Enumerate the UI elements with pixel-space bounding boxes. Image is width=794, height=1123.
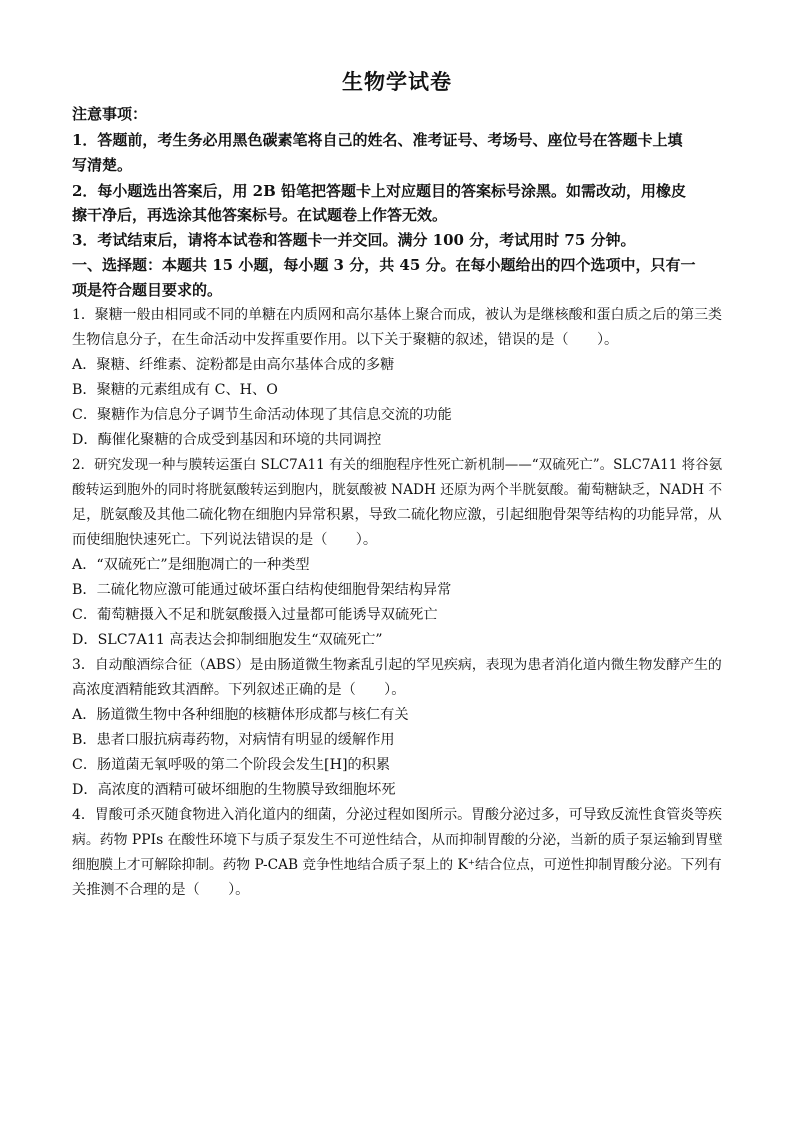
question-stem: 高浓度酒精能致其酒醉。下列叙述正确的是（ ）。 bbox=[72, 682, 406, 698]
notice-line: 擦干净后，再选涂其他答案标号。在试题卷上作答无效。 bbox=[72, 206, 448, 224]
question-stem: 而使细胞快速死亡。下列说法错误的是（ ）。 bbox=[72, 532, 378, 548]
notice-line: 2．每小题选出答案后，用 2B 铅笔把答题卡上对应题目的答案标号涂黑。如需改动，用橡皮 bbox=[72, 182, 687, 200]
notice-line: 3．考试结束后，请将本试卷和答题卡一并交回。满分 100 分，考试用时 75 分钟。 bbox=[72, 231, 636, 249]
question-stem: 生物信息分子，在生命活动中发挥重要作用。以下关于聚糖的叙述，错误的是（ ）。 bbox=[72, 332, 619, 348]
question-stem: 3．自动酿酒综合征（ABS）是由肠道微生物紊乱引起的罕见疾病，表现为患者消化道内微生物发酵产生的 bbox=[72, 657, 722, 673]
question-stem: 4．胃酸可杀灭随食物进入消化道内的细菌，分泌过程如图所示。胃酸分泌过多，可导致反流性食管炎等疾 bbox=[72, 807, 722, 823]
question-stem: 足，胱氨酸及其他二硫化物在细胞内异常积累，导致二硫化物应激，引起细胞骨架等结构的功能异常，从 bbox=[72, 507, 722, 523]
question-stem: 细胞膜上才可解除抑制。药物 P-CAB 竞争性地结合质子泵上的 K⁺结合位点，可逆性抑制胃酸分泌。下列有 bbox=[72, 857, 722, 873]
option-c: C．聚糖作为信息分子调节生命活动体现了其信息交流的功能 bbox=[72, 407, 452, 423]
option-d: D．SLC7A11 高表达会抑制细胞发生“双硫死亡” bbox=[72, 632, 383, 648]
option-c: C．肠道菌无氧呼吸的第二个阶段会发生[H]的积累 bbox=[72, 757, 391, 773]
option-a: A．肠道微生物中各种细胞的核糖体形成都与核仁有关 bbox=[72, 707, 409, 723]
option-d: D．酶催化聚糖的合成受到基因和环境的共同调控 bbox=[72, 432, 382, 448]
question-stem: 酸转运到胞外的同时将胱氨酸转运到胞内，胱氨酸被 NADH 还原为两个半胱氨酸。葡萄糖缺乏，NADH 不 bbox=[72, 482, 723, 498]
page-title: 生物学试卷 bbox=[342, 70, 452, 94]
section-heading: 项是符合题目要求的。 bbox=[72, 281, 223, 299]
question-stem: 病。药物 PPIs 在酸性环境下与质子泵发生不可逆性结合，从而抑制胃酸的分泌，当新的质子泵运输到胃壁 bbox=[72, 832, 723, 848]
option-b: B．聚糖的元素组成有 C、H、O bbox=[72, 382, 278, 398]
question-stem: 1．聚糖一般由相同或不同的单糖在内质网和高尔基体上聚合而成，被认为是继核酸和蛋白质之后的第三类 bbox=[72, 307, 722, 323]
question-stem: 2．研究发现一种与膜转运蛋白 SLC7A11 有关的细胞程序性死亡新机制——“双硫死亡”。SLC7A11 将谷氨 bbox=[72, 457, 723, 473]
question-stem: 关推测不合理的是（ ）。 bbox=[72, 882, 250, 898]
notice-line: 1．答题前，考生务必用黑色碳素笔将自己的姓名、准考证号、考场号、座位号在答题卡上填 bbox=[72, 131, 683, 149]
notice-line: 写清楚。 bbox=[72, 156, 133, 174]
option-c: C．葡萄糖摄入不足和胱氨酸摄入过量都可能诱导双硫死亡 bbox=[72, 607, 438, 623]
option-b: B．二硫化物应激可能通过破坏蛋白结构使细胞骨架结构异常 bbox=[72, 582, 452, 598]
option-d: D．高浓度的酒精可破坏细胞的生物膜导致细胞坏死 bbox=[72, 782, 396, 798]
notice-heading: 注意事项： bbox=[72, 105, 148, 123]
option-a: A．聚糖、纤维素、淀粉都是由高尔基体合成的多糖 bbox=[72, 357, 395, 373]
section-heading: 一、选择题：本题共 15 小题，每小题 3 分，共 45 分。在每小题给出的四个选项中，只有一 bbox=[72, 256, 696, 274]
option-b: B．患者口服抗病毒药物，对病情有明显的缓解作用 bbox=[72, 732, 395, 748]
option-a: A．“双硫死亡”是细胞凋亡的一种类型 bbox=[72, 557, 310, 573]
